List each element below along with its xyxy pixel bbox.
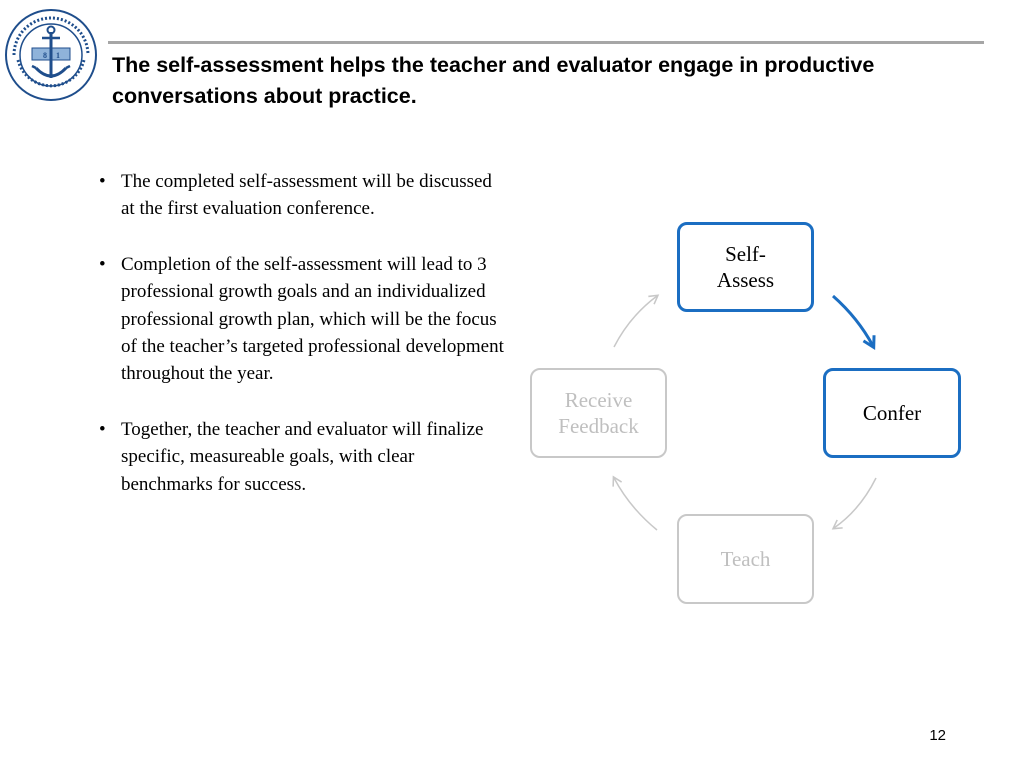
bullet-item <box>96 168 506 223</box>
svg-text:8: 8 <box>43 51 47 60</box>
title-divider-rule <box>108 41 984 44</box>
arrow-confer-to-teach <box>834 478 876 528</box>
cycle-node-receive-feedback <box>530 368 667 458</box>
page-number: 12 <box>929 727 946 744</box>
cycle-node-confer <box>823 368 961 458</box>
bullet-marker: • <box>99 418 106 440</box>
cycle-node-teach <box>677 514 814 604</box>
arrow-receive-feedback-to-self-assess <box>614 296 657 347</box>
bullet-marker: • <box>99 253 106 275</box>
cycle-node-label: Teach <box>720 547 771 571</box>
bullet-text: Completion of the self-assessment will lead to 3 professional growth goals and an individualized professional growth plan, which will be the focus of the teacher’s targeted professional development throughout the year. <box>121 253 504 385</box>
bullet-item <box>96 251 506 388</box>
svg-text:1: 1 <box>56 51 60 60</box>
arrow-teach-to-receive-feedback <box>614 478 657 530</box>
bullet-marker: • <box>99 171 106 192</box>
bullet-item <box>96 416 506 498</box>
board-of-regents-seal-logo <box>4 8 98 102</box>
cycle-node-label: Receive Feedback <box>558 388 639 438</box>
cycle-node-label: Confer <box>862 401 922 425</box>
cycle-node-label: Self- Assess <box>716 242 775 292</box>
bullet-list <box>96 168 506 526</box>
arrow-self-assess-to-confer <box>833 296 873 346</box>
bullet-text: Together, the teacher and evaluator will finalize specific, measureable goals, with clear benchmarks for success. <box>121 418 484 495</box>
bullet-text: The completed self-assessment will be discussed at the first evaluation conference. <box>121 171 492 220</box>
slide-title: The self-assessment helps the teacher and evaluator engage in productive conversations about practice. <box>112 53 875 108</box>
cycle-node-self-assess <box>677 222 814 312</box>
